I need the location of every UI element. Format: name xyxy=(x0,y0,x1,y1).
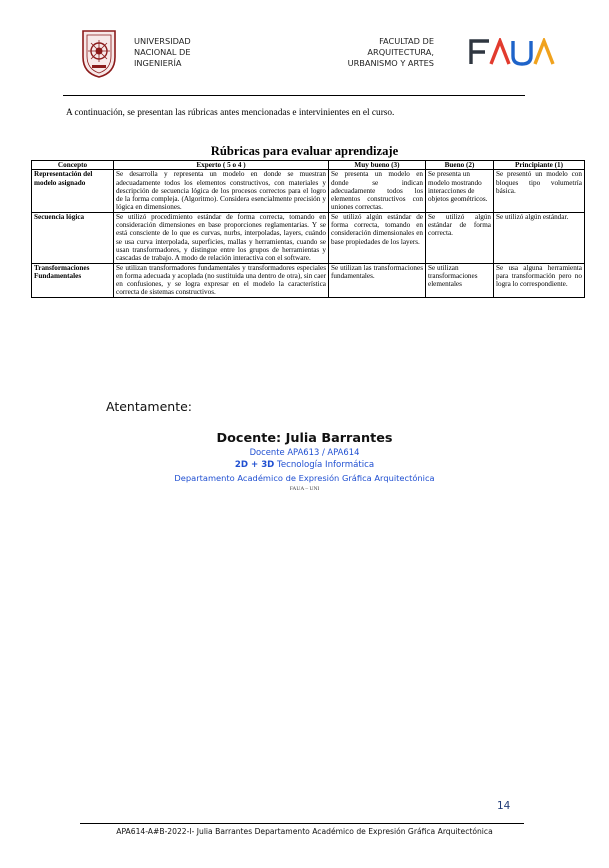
column-header: Bueno (2) xyxy=(426,161,494,170)
bueno-cell: Se utilizan transformaciones elementales xyxy=(426,263,494,297)
closing-greeting: Atentamente: xyxy=(106,399,192,414)
header-divider xyxy=(63,95,525,96)
faua-logo xyxy=(469,38,557,66)
page-number: 14 xyxy=(497,800,511,812)
department-name: Departamento Académico de Expresión Gráfica Arquitectónica xyxy=(174,473,435,483)
experto-cell: Se desarrolla y representa un modelo en donde se muestran adecuadamente todos los elementos constructivos, con materiales y descripción de secuencia lógica de los procesos correctos para el logro de la forma compleja. (Algoritmo). Considera esencialmente precisión y lógica en dimensiones. xyxy=(114,170,329,212)
table-row xyxy=(32,170,585,212)
column-header: Experto ( 5 o 4 ) xyxy=(114,161,329,170)
table-row xyxy=(32,212,585,263)
course-codes: Docente APA613 / APA614 xyxy=(249,447,360,457)
concept-cell: Secuencia lógica xyxy=(32,212,114,263)
footer-text: APA614-A#B-2022-I- Julia Barrantes Departamento Académico de Expresión Gráfica Arquitectónica xyxy=(116,827,493,836)
faua-uni-label: FAUA – UNI xyxy=(289,486,320,492)
docente-name: Docente: Julia Barrantes xyxy=(216,431,393,446)
table-header-row xyxy=(32,161,585,170)
university-line: INGENIERÍA xyxy=(134,58,182,68)
rubric-table xyxy=(31,160,585,298)
concept-cell: Transformaciones Fundamentales xyxy=(32,263,114,297)
concept-cell: Representación del modelo asignado xyxy=(32,170,114,212)
tech-rest: Tecnología Informática xyxy=(274,460,375,470)
bueno-cell: Se utilizó algún estándar de forma correcta. xyxy=(426,212,494,263)
university-line: UNIVERSIDAD xyxy=(134,36,191,46)
column-header: Muy bueno (3) xyxy=(329,161,426,170)
faculty-line: FACULTAD DE xyxy=(379,36,434,46)
muy-bueno-cell: Se utilizan las transformaciones fundamentales. xyxy=(329,263,426,297)
footer-divider xyxy=(80,823,524,824)
principiante-cell: Se presentó un modelo con bloques tipo volumetría básica. xyxy=(494,170,585,212)
tech-bold: 2D + 3D xyxy=(234,460,275,470)
faculty-name xyxy=(348,36,434,69)
rubric-title: Rúbricas para evaluar aprendizaje xyxy=(210,144,399,158)
experto-cell: Se utilizó procedimiento estándar de forma correcta, tomando en consideración dimensiones en base proporciones reglamentarias. Y se está consciente de lo que es curvas, nurbs, interpoladas, layers, cuándo se usa curva interpolada, superficies, mallas y herramientas, cuando se usan transformadores, y distingue entre los grupos de herramientas y cascadas de trabajo. A modo de relación interactiva con el software. xyxy=(114,212,329,263)
intro-text: A continuación, se presentan las rúbricas antes mencionadas e intervinientes en el curso. xyxy=(66,108,395,118)
table-row xyxy=(32,263,585,297)
faculty-line: URBANISMO Y ARTES xyxy=(347,58,434,68)
uni-seal-icon xyxy=(79,27,119,79)
principiante-cell: Se utilizó algún estándar. xyxy=(494,212,585,263)
principiante-cell: Se usa alguna herramienta para transformación pero no logra lo correspondiente. xyxy=(494,263,585,297)
column-header: Principiante (1) xyxy=(494,161,585,170)
column-header: Concepto xyxy=(32,161,114,170)
tech-line xyxy=(0,460,609,470)
muy-bueno-cell: Se presenta un modelo en donde se indican adecuadamente todos los elementos constructivos con uniones correctas. xyxy=(329,170,426,212)
bueno-cell: Se presenta un modelo mostrando interacciones de objetos geométricos. xyxy=(426,170,494,212)
university-name xyxy=(134,36,191,69)
faculty-line: ARQUITECTURA, xyxy=(367,47,434,57)
university-line: NACIONAL DE xyxy=(134,47,191,57)
muy-bueno-cell: Se utilizó algún estándar de forma correcta, tomando en consideración dimensionales en base propiedades de los layers. xyxy=(329,212,426,263)
experto-cell: Se utilizan transformadores fundamentales y transformadores especiales en forma adecuada y acoplada (no sustituida una dentro de otra), sin caer en confusiones, y se logra expresar en el modelo la característica correcta de sistemas constructivos. xyxy=(114,263,329,297)
